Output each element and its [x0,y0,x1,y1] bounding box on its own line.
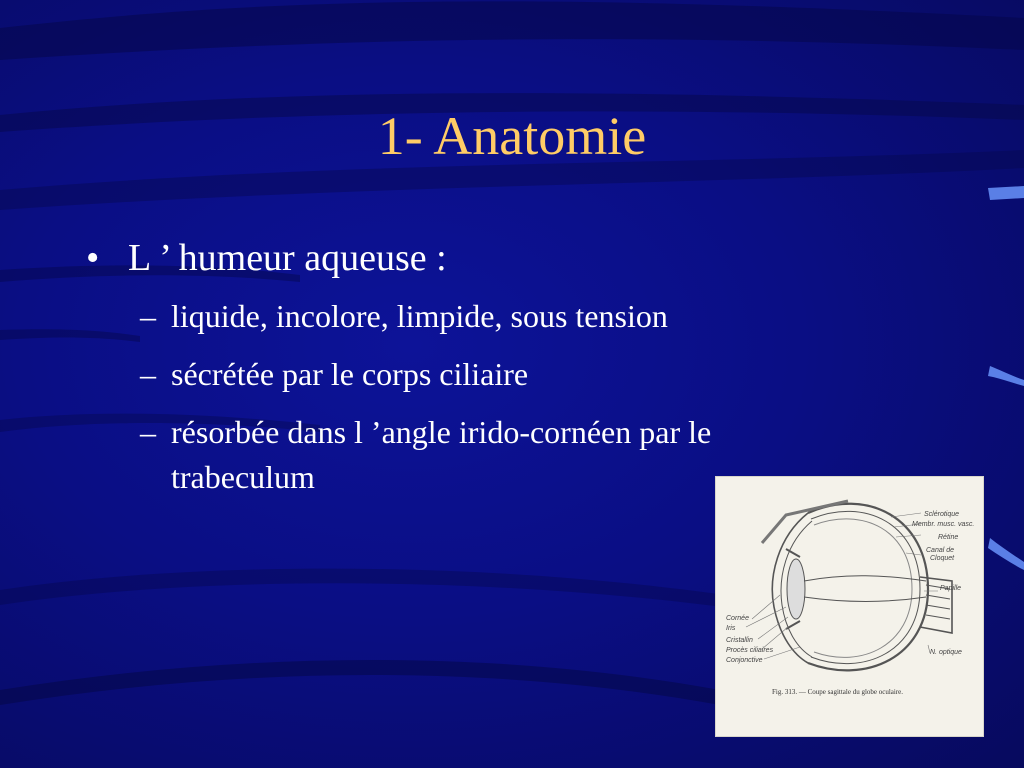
bullet-item [84,232,884,284]
label-membr-musc: Membr. musc. vasc. [912,521,975,528]
label-cloquet: Cloquet [930,555,955,562]
sub-bullet-text: liquide, incolore, limpide, sous tension [171,298,668,334]
label-iris: Iris [726,625,736,632]
figure-caption: Fig. 313. — Coupe sagittale du globe oculaire. [772,688,904,696]
label-conjonctive: Conjonctive [726,657,763,664]
sub-bullet-marker: – [140,356,156,392]
sub-bullet-text: résorbée dans l ’angle irido-cornéen par le trabeculum [171,414,712,495]
label-proces-ciliaires: Procès ciliaires [726,647,774,654]
bullet-marker: • [86,237,100,279]
label-retine: Rétine [938,534,959,541]
eye-diagram-figure [716,477,983,736]
sub-bullet-list [140,294,884,500]
sub-bullet-text: sécrétée par le corps ciliaire [171,356,529,392]
slide-title: 1- Anatomie [377,106,647,166]
label-papille: Papille [940,585,962,592]
label-n-optique: N. optique [930,649,962,656]
label-cristallin: Cristallin [726,637,753,644]
label-canal: Canal de [926,547,955,554]
sub-bullet-item [140,294,884,339]
sub-bullet-marker: – [140,414,156,450]
bullet-content [84,232,884,513]
sub-bullet-marker: – [140,298,156,334]
sub-bullet-item [140,352,884,397]
label-sclerotique: Sclérotique [924,511,960,518]
bullet-text: L ’ humeur aqueuse : [128,237,447,279]
label-cornee: Cornée [726,615,749,622]
